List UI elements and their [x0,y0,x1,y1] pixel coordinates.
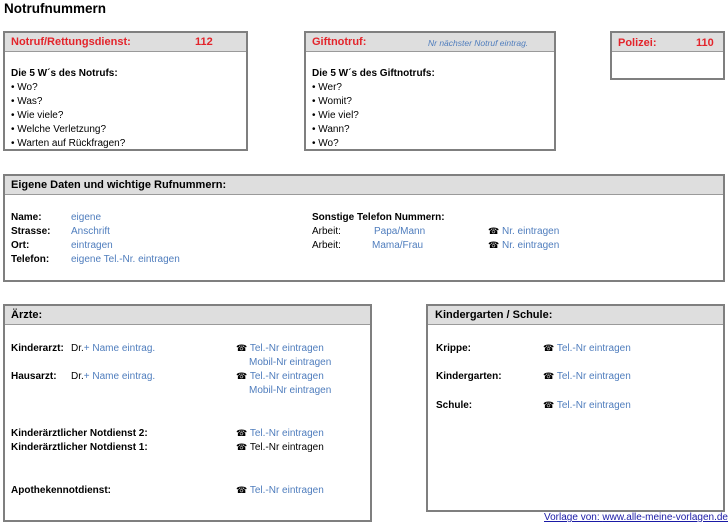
list-item: • Warten auf Rückfragen? [11,138,126,149]
list-item: • Was? [11,96,43,107]
phone-entry: ☎ Tel.-Nr eintragen [236,485,324,496]
page-title: Notrufnummern [4,1,106,16]
phone-icon: ☎ [488,241,500,251]
krippe-label: Krippe: [436,343,471,354]
phone-entry: ☎ Nr. eintragen [488,240,560,251]
giftnotruf-label: Giftnotruf: [312,36,367,48]
gift-w-heading: Die 5 W´s des Giftnotrufs: [312,68,435,79]
giftnotruf-box [304,31,556,151]
polizei-number: 110 [696,37,714,49]
phone-entry: ☎ Tel.-Nr eintragen [236,343,324,354]
kinderarzt-label: Kinderarzt: [11,343,64,354]
polizei-label: Polizei: [618,37,657,49]
strasse-value: Anschrift [71,226,110,237]
phone-icon: ☎ [236,429,248,439]
phone-entry: ☎ Tel.-Nr eintragen [543,371,631,382]
eigene-daten-heading: Eigene Daten und wichtige Rufnummern: [11,179,227,191]
kita-heading: Kindergarten / Schule: [435,309,553,321]
telefon-value: eigene Tel.-Nr. eintragen [71,254,180,265]
notruf-label: Notruf/Rettungsdienst: [11,36,131,48]
aerzte-heading: Ärzte: [11,309,43,321]
phone-entry: ☎ Tel.-Nr eintragen [236,428,324,439]
kinderarzt-mobil: Mobil-Nr eintragen [249,357,332,368]
phone-icon: ☎ [543,344,555,354]
kindergarten-label: Kindergarten: [436,371,502,382]
list-item: • Wer? [312,82,342,93]
phone-entry: ☎ Tel.-Nr eintragen [543,400,631,411]
phone-entry: ☎ Tel.-Nr eintragen [543,343,631,354]
notruf-box [3,31,248,151]
phone-entry: ☎ Tel.-Nr eintragen [236,371,324,382]
phone-icon: ☎ [543,372,555,382]
kita-box [426,304,725,512]
hausarzt-name: Dr.+ Name eintrag. [71,371,156,382]
arbeit-label: Arbeit: [312,240,341,251]
phone-icon: ☎ [236,443,248,453]
eigene-daten-box [3,174,725,282]
footer-credit: Vorlage von: www.alle-meine-vorlagen.de [544,512,728,523]
name-value: eigene [71,212,102,223]
notdienst2-label: Kinderärztlicher Notdienst 2: [11,428,148,439]
arbeit-who: Papa/Mann [374,226,426,237]
polizei-box [610,31,725,80]
phone-icon: ☎ [236,344,248,354]
phone-entry: ☎ Tel.-Nr eintragen [236,442,324,453]
notruf-number: 112 [195,36,213,48]
hausarzt-label: Hausarzt: [11,371,57,382]
name-label: Name: [11,212,42,223]
footer-link[interactable]: www.alle-meine-vorlagen.de [602,512,728,523]
phone-icon: ☎ [236,486,248,496]
notdienst1-label: Kinderärztlicher Notdienst 1: [11,442,148,453]
telefon-label: Telefon: [11,254,50,265]
sonstige-heading: Sonstige Telefon Nummern: [312,212,445,223]
ort-value: eintragen [71,240,113,251]
hausarzt-mobil: Mobil-Nr eintragen [249,385,332,396]
phone-icon: ☎ [236,372,248,382]
list-item: • Wie viel? [312,110,359,121]
list-item: • Welche Verletzung? [11,124,107,135]
aerzte-header [5,306,370,325]
list-item: • Womit? [312,96,352,107]
aerzte-box [3,304,372,522]
arbeit-who: Mama/Frau [372,240,424,251]
list-item: • Wo? [312,138,339,149]
schule-label: Schule: [436,400,473,411]
apotheke-label: Apothekennotdienst: [11,485,111,496]
phone-entry: ☎ Nr. eintragen [488,226,560,237]
arbeit-label: Arbeit: [312,226,341,237]
giftnotruf-number-placeholder: Nr nächster Notruf eintrag. [428,38,529,48]
list-item: • Wann? [312,124,350,135]
phone-icon: ☎ [488,227,500,237]
kinderarzt-name: Dr.+ Name eintrag. [71,343,156,354]
ort-label: Ort: [11,240,30,251]
phone-icon: ☎ [543,401,555,411]
list-item: • Wo? [11,82,38,93]
list-item: • Wie viele? [11,110,64,121]
strasse-label: Strasse: [11,226,51,237]
notruf-w-heading: Die 5 W´s des Notrufs: [11,68,118,79]
